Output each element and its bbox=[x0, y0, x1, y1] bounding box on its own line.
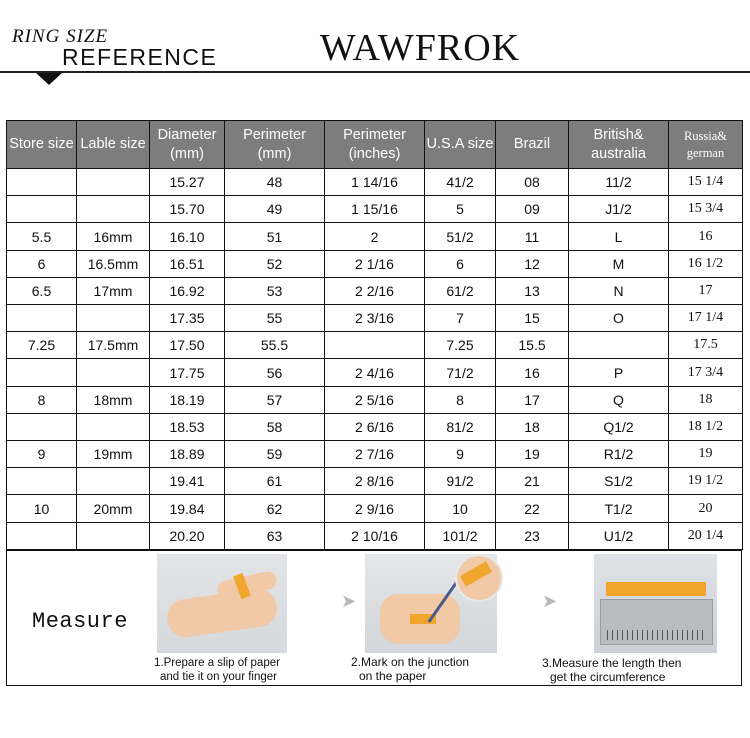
chevron-right-icon: ➤ bbox=[542, 591, 558, 611]
table-cell: 16.5mm bbox=[77, 250, 150, 277]
table-cell: 1 15/16 bbox=[325, 196, 425, 223]
column-header: Diameter (mm) bbox=[150, 121, 225, 169]
table-cell: 55 bbox=[225, 305, 325, 332]
table-cell bbox=[7, 468, 77, 495]
column-header: Store size bbox=[7, 121, 77, 169]
table-cell: 16mm bbox=[77, 223, 150, 250]
table-cell: 9 bbox=[7, 441, 77, 468]
table-cell: 13 bbox=[496, 277, 569, 304]
table-cell: 17 1/4 bbox=[669, 305, 743, 332]
table-row bbox=[7, 522, 743, 549]
table-cell: 51/2 bbox=[425, 223, 496, 250]
table-cell: 08 bbox=[496, 169, 569, 196]
table-cell: 56 bbox=[225, 359, 325, 386]
table-cell: 61/2 bbox=[425, 277, 496, 304]
table-cell: 81/2 bbox=[425, 413, 496, 440]
ruler-photo bbox=[594, 554, 717, 653]
table-cell: 52 bbox=[225, 250, 325, 277]
table-row bbox=[7, 250, 743, 277]
table-body bbox=[7, 169, 743, 550]
table-cell: 48 bbox=[225, 169, 325, 196]
table-cell: Q1/2 bbox=[569, 413, 669, 440]
table-row bbox=[7, 223, 743, 250]
table-cell: 17 bbox=[669, 277, 743, 304]
table-cell: 91/2 bbox=[425, 468, 496, 495]
table-row bbox=[7, 332, 743, 359]
table-cell: 15 1/4 bbox=[669, 169, 743, 196]
table-cell: 2 5/16 bbox=[325, 386, 425, 413]
table-cell: 19 bbox=[669, 441, 743, 468]
table-cell: 8 bbox=[425, 386, 496, 413]
table-cell: U1/2 bbox=[569, 522, 669, 549]
table-cell: 16 1/2 bbox=[669, 250, 743, 277]
column-header: Lable size bbox=[77, 121, 150, 169]
table-cell: 2 1/16 bbox=[325, 250, 425, 277]
table-cell: 19 bbox=[496, 441, 569, 468]
table-cell: 16.10 bbox=[150, 223, 225, 250]
table-cell: M bbox=[569, 250, 669, 277]
brand-name: WAWFROK bbox=[319, 27, 521, 69]
table-cell: 15 3/4 bbox=[669, 196, 743, 223]
table-row bbox=[7, 359, 743, 386]
table-cell: 18 bbox=[669, 386, 743, 413]
table-row bbox=[7, 468, 743, 495]
table-cell: 2 8/16 bbox=[325, 468, 425, 495]
table-cell: 20mm bbox=[77, 495, 150, 522]
table-cell: 10 bbox=[425, 495, 496, 522]
table-cell: N bbox=[569, 277, 669, 304]
step-1-caption: 1.Prepare a slip of paper and tie it on your finger bbox=[154, 657, 280, 683]
table-cell: 16 bbox=[669, 223, 743, 250]
table-cell: 23 bbox=[496, 522, 569, 549]
table-cell: 15.70 bbox=[150, 196, 225, 223]
table-cell: 49 bbox=[225, 196, 325, 223]
table-cell bbox=[77, 169, 150, 196]
table-cell bbox=[77, 468, 150, 495]
ring-size-table bbox=[6, 120, 743, 550]
table-cell: 19.84 bbox=[150, 495, 225, 522]
table-cell: 6 bbox=[7, 250, 77, 277]
table-cell: T1/2 bbox=[569, 495, 669, 522]
table-cell: 7.25 bbox=[7, 332, 77, 359]
table-cell: R1/2 bbox=[569, 441, 669, 468]
table-cell bbox=[7, 522, 77, 549]
table-cell: 59 bbox=[225, 441, 325, 468]
table-cell: 101/2 bbox=[425, 522, 496, 549]
table-cell: O bbox=[569, 305, 669, 332]
table-row bbox=[7, 169, 743, 196]
step-2-caption: 2.Mark on the junction on the paper bbox=[351, 655, 470, 683]
table-cell: 9 bbox=[425, 441, 496, 468]
table-cell bbox=[77, 196, 150, 223]
table-row bbox=[7, 386, 743, 413]
table-cell bbox=[7, 196, 77, 223]
table-cell: 71/2 bbox=[425, 359, 496, 386]
table-cell bbox=[77, 359, 150, 386]
table-cell: 18.19 bbox=[150, 386, 225, 413]
table-cell: 7.25 bbox=[425, 332, 496, 359]
table-cell: 16.51 bbox=[150, 250, 225, 277]
table-cell: 16.92 bbox=[150, 277, 225, 304]
table-cell bbox=[569, 332, 669, 359]
table-row bbox=[7, 441, 743, 468]
table-cell: 51 bbox=[225, 223, 325, 250]
table-cell: 12 bbox=[496, 250, 569, 277]
table-cell: 6 bbox=[425, 250, 496, 277]
table-row bbox=[7, 495, 743, 522]
table-cell: 10 bbox=[7, 495, 77, 522]
table-cell: 8 bbox=[7, 386, 77, 413]
table-cell: 55.5 bbox=[225, 332, 325, 359]
table-cell: 11/2 bbox=[569, 169, 669, 196]
table-cell: 15.5 bbox=[496, 332, 569, 359]
column-header: Russia& german bbox=[669, 121, 743, 169]
step-3-caption: 3.Measure the length then get the circumference bbox=[542, 656, 682, 684]
table-cell: 17.5mm bbox=[77, 332, 150, 359]
table-row bbox=[7, 277, 743, 304]
pen-mark-photo bbox=[365, 554, 497, 653]
table-cell: 6.5 bbox=[7, 277, 77, 304]
table-cell bbox=[7, 169, 77, 196]
column-header: Perimeter (mm) bbox=[225, 121, 325, 169]
table-row bbox=[7, 305, 743, 332]
finger-wrap-photo bbox=[157, 554, 287, 653]
table-cell: 2 9/16 bbox=[325, 495, 425, 522]
table-cell: 18 bbox=[496, 413, 569, 440]
table-cell: 18.89 bbox=[150, 441, 225, 468]
table-cell: 20.20 bbox=[150, 522, 225, 549]
chevron-right-icon: ➤ bbox=[341, 591, 357, 611]
table-cell: 62 bbox=[225, 495, 325, 522]
table-cell: 1 14/16 bbox=[325, 169, 425, 196]
table-cell: 20 1/4 bbox=[669, 522, 743, 549]
table-cell: 5.5 bbox=[7, 223, 77, 250]
table-cell: 16 bbox=[496, 359, 569, 386]
table-cell: 2 7/16 bbox=[325, 441, 425, 468]
column-header: Perimeter (inches) bbox=[325, 121, 425, 169]
table-cell: 2 4/16 bbox=[325, 359, 425, 386]
header-title-small: RING SIZE bbox=[12, 26, 109, 47]
table-cell: 22 bbox=[496, 495, 569, 522]
table-cell: 17.35 bbox=[150, 305, 225, 332]
table-cell: 53 bbox=[225, 277, 325, 304]
table-cell: S1/2 bbox=[569, 468, 669, 495]
header-title-large: REFERENCE bbox=[62, 44, 218, 70]
header-divider bbox=[0, 71, 750, 73]
table-cell: 17 bbox=[496, 386, 569, 413]
table-cell bbox=[77, 305, 150, 332]
table-cell bbox=[325, 332, 425, 359]
table-cell: 17.5 bbox=[669, 332, 743, 359]
table-cell: 57 bbox=[225, 386, 325, 413]
table-cell: 17.75 bbox=[150, 359, 225, 386]
table-cell: 21 bbox=[496, 468, 569, 495]
table-cell: 20 bbox=[669, 495, 743, 522]
table-cell: P bbox=[569, 359, 669, 386]
table-cell bbox=[7, 359, 77, 386]
table-cell bbox=[7, 413, 77, 440]
table-cell: 5 bbox=[425, 196, 496, 223]
table-row bbox=[7, 196, 743, 223]
table-cell: 17mm bbox=[77, 277, 150, 304]
column-header: Brazil bbox=[496, 121, 569, 169]
pointer-triangle-icon bbox=[36, 73, 62, 85]
table-cell: 15.27 bbox=[150, 169, 225, 196]
table-cell: 11 bbox=[496, 223, 569, 250]
table-cell: 2 3/16 bbox=[325, 305, 425, 332]
table-cell: Q bbox=[569, 386, 669, 413]
table-cell: 2 bbox=[325, 223, 425, 250]
table-cell: 2 2/16 bbox=[325, 277, 425, 304]
table-cell: J1/2 bbox=[569, 196, 669, 223]
table-header-row bbox=[7, 121, 743, 169]
table-cell: 19 1/2 bbox=[669, 468, 743, 495]
table-cell bbox=[77, 413, 150, 440]
table-cell: 17.50 bbox=[150, 332, 225, 359]
column-header: U.S.A size bbox=[425, 121, 496, 169]
table-cell: 63 bbox=[225, 522, 325, 549]
table-cell: 18.53 bbox=[150, 413, 225, 440]
table-cell: 19mm bbox=[77, 441, 150, 468]
column-header: British& australia bbox=[569, 121, 669, 169]
measure-label: Measure bbox=[32, 609, 128, 634]
table-cell: 18mm bbox=[77, 386, 150, 413]
table-row bbox=[7, 413, 743, 440]
table-cell: 15 bbox=[496, 305, 569, 332]
table-cell: 2 6/16 bbox=[325, 413, 425, 440]
table-cell: 18 1/2 bbox=[669, 413, 743, 440]
table-cell bbox=[7, 305, 77, 332]
table-cell: 19.41 bbox=[150, 468, 225, 495]
table-cell: 61 bbox=[225, 468, 325, 495]
table-cell: 2 10/16 bbox=[325, 522, 425, 549]
table-cell: 7 bbox=[425, 305, 496, 332]
table-cell: 09 bbox=[496, 196, 569, 223]
measure-section bbox=[6, 550, 742, 686]
table-cell: 41/2 bbox=[425, 169, 496, 196]
table-cell bbox=[77, 522, 150, 549]
table-cell: 58 bbox=[225, 413, 325, 440]
table-cell: 17 3/4 bbox=[669, 359, 743, 386]
table-cell: L bbox=[569, 223, 669, 250]
